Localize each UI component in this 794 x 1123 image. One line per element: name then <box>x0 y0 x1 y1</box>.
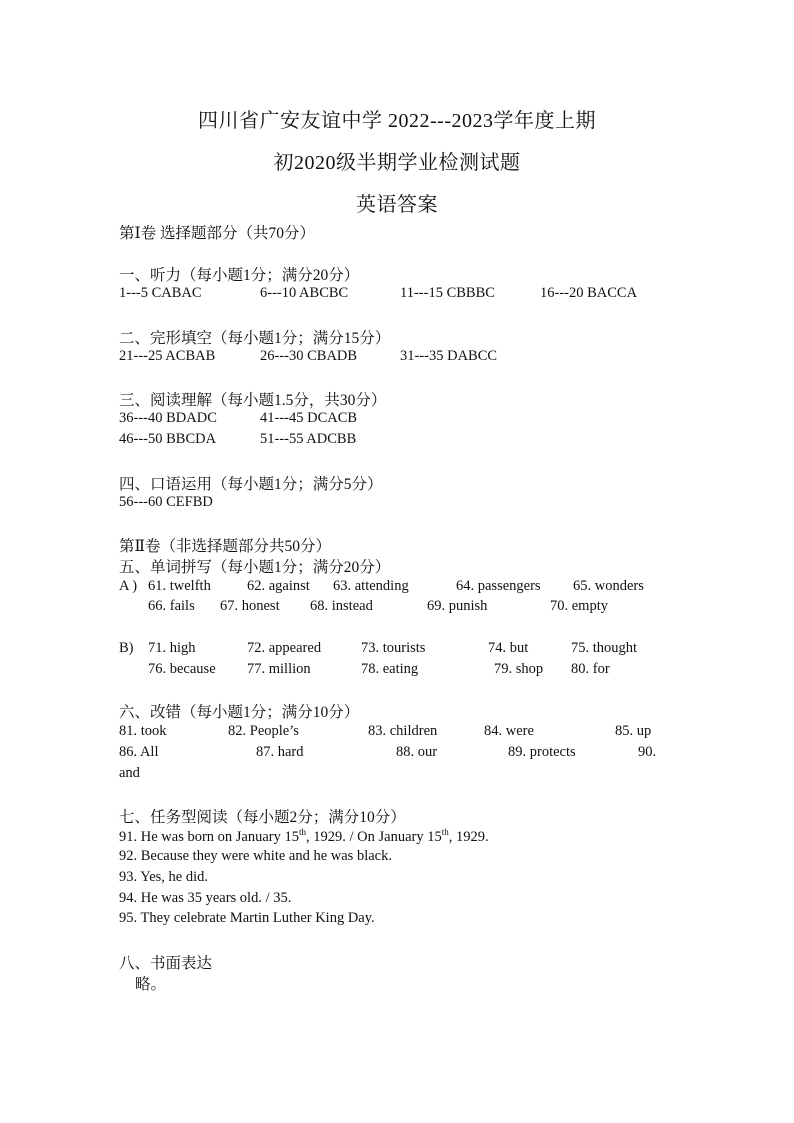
spelling-heading: 五、单词拼写（每小题1分；满分20分） <box>119 559 391 576</box>
correction-answer: and <box>119 765 140 781</box>
listening-answer: 1---5 CABAC <box>119 285 202 301</box>
correction-answer: 85. up <box>615 723 652 739</box>
spelling-answer: 74. but <box>488 640 529 656</box>
correction-answer: 81. took <box>119 723 167 739</box>
reading-answer: 41---45 DCACB <box>260 410 358 426</box>
spelling-answer: 78. eating <box>361 661 419 677</box>
spelling-answer: 66. fails <box>148 598 195 614</box>
spelling-answer: 69. punish <box>427 598 488 614</box>
task-answer-91-text: 91. He was born on January 15 <box>119 828 300 845</box>
spelling-answer: 73. tourists <box>361 640 426 656</box>
superscript-th: th <box>299 827 307 837</box>
oral-answer: 56---60 CEFBD <box>119 494 213 510</box>
listening-answer: 6---10 ABCBC <box>260 285 349 301</box>
spelling-answer: 72. appeared <box>247 640 322 656</box>
answer-key-title: 英语答案 <box>356 194 438 216</box>
spelling-answer: 63. attending <box>333 578 409 594</box>
correction-answer: 83. children <box>368 723 438 739</box>
spelling-answer: 61. twelfth <box>148 578 211 594</box>
spelling-b-label: B) <box>119 640 134 656</box>
exam-subtitle: 初2020级半期学业检测试题 <box>273 152 521 174</box>
oral-heading: 四、口语运用（每小题1分；满分5分） <box>119 476 383 493</box>
task-answer-95: 95. They celebrate Martin Luther King Day. <box>119 910 375 926</box>
task-answer-92: 92. Because they were white and he was black. <box>119 848 392 864</box>
correction-answer: 89. protects <box>508 744 576 760</box>
exam-title: 四川省广安友谊中学 2022---2023学年度上期 <box>198 110 596 132</box>
spelling-answer: 67. honest <box>220 598 280 614</box>
correction-answer: 87. hard <box>256 744 304 760</box>
part1-heading: 第Ⅰ卷 选择题部分（共70分） <box>119 225 315 242</box>
reading-heading: 三、阅读理解（每小题1.5分，共30分） <box>119 392 387 409</box>
spelling-answer: 71. high <box>148 640 196 656</box>
writing-heading: 八、书面表达 <box>119 955 213 972</box>
spelling-a-label: A ) <box>119 578 138 594</box>
task-answer-94: 94. He was 35 years old. / 35. <box>119 890 292 906</box>
spelling-answer: 65. wonders <box>573 578 644 594</box>
cloze-heading: 二、完形填空（每小题1分；满分15分） <box>119 330 391 347</box>
spelling-answer: 64. passengers <box>456 578 541 594</box>
spelling-answer: 77. million <box>247 661 311 677</box>
task-answer-93: 93. Yes, he did. <box>119 869 209 885</box>
reading-answer: 36---40 BDADC <box>119 410 217 426</box>
spelling-answer: 75. thought <box>571 640 638 656</box>
spelling-answer: 79. shop <box>494 661 544 677</box>
task-reading-heading: 七、任务型阅读（每小题2分；满分10分） <box>119 809 406 826</box>
spelling-answer: 80. for <box>571 661 610 677</box>
superscript-th: th <box>441 827 449 837</box>
writing-answer: 略。 <box>135 976 167 993</box>
task-answer-91-text: , 1929. / On January 15 <box>306 828 442 845</box>
part2-heading: 第Ⅱ卷（非选择题部分共50分） <box>119 538 332 555</box>
cloze-answer: 31---35 DABCC <box>400 348 498 364</box>
listening-answer: 11---15 CBBBC <box>400 285 495 301</box>
spelling-answer: 76. because <box>148 661 216 677</box>
task-answer-91 <box>119 827 489 846</box>
spelling-answer: 68. instead <box>310 598 373 614</box>
reading-answer: 51---55 ADCBB <box>260 431 357 447</box>
correction-answer: 82. People’s <box>228 723 299 739</box>
listening-heading: 一、听力（每小题1分；满分20分） <box>119 267 360 284</box>
cloze-answer: 21---25 ACBAB <box>119 348 216 364</box>
correction-heading: 六、改错（每小题1分；满分10分） <box>119 704 360 721</box>
listening-answer: 16---20 BACCA <box>540 285 638 301</box>
spelling-answer: 62. against <box>247 578 310 594</box>
task-answer-91-text: , 1929. <box>448 828 489 845</box>
correction-answer: 84. were <box>484 723 534 739</box>
correction-answer: 88. our <box>396 744 438 760</box>
spelling-answer: 70. empty <box>550 598 608 614</box>
cloze-answer: 26---30 CBADB <box>260 348 358 364</box>
correction-answer: 86. All <box>119 744 159 760</box>
correction-answer: 90. <box>638 744 657 760</box>
reading-answer: 46---50 BBCDA <box>119 431 217 447</box>
